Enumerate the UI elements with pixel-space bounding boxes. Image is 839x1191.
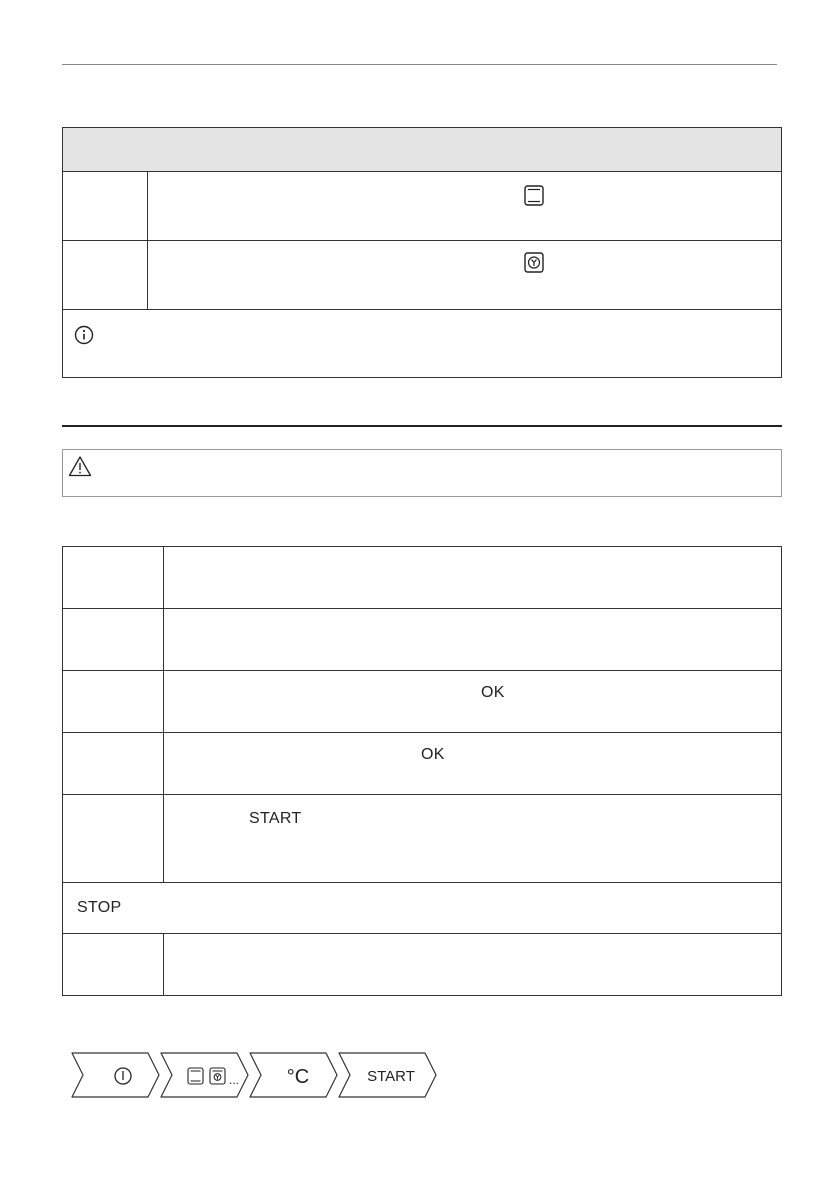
table-header-cell	[63, 128, 782, 172]
heating-functions-table	[62, 127, 782, 378]
step-number-cell	[63, 795, 164, 883]
table-row	[63, 547, 782, 609]
note-row	[63, 310, 782, 378]
table-row	[63, 671, 782, 733]
flow-step-power	[71, 1052, 161, 1098]
stop-row	[63, 883, 782, 934]
note-cell	[63, 310, 782, 378]
table-header-row	[63, 128, 782, 172]
step-text-cell	[164, 671, 782, 733]
step-text-cell	[164, 733, 782, 795]
step-text-cell	[164, 547, 782, 609]
step-text-cell	[164, 795, 782, 883]
warning-box	[62, 449, 782, 497]
flow-step-start	[338, 1052, 438, 1098]
step-number-cell	[63, 733, 164, 795]
table-row	[63, 934, 782, 996]
table-row	[63, 241, 782, 310]
flow-step-temperature	[249, 1052, 339, 1098]
ok-key-label: OK	[421, 746, 445, 763]
step-number-cell	[63, 547, 164, 609]
table-row	[63, 172, 782, 241]
stop-key-label: STOP	[77, 899, 122, 916]
step-number-cell	[63, 609, 164, 671]
start-key-label: START	[249, 810, 302, 827]
stop-cell	[63, 883, 782, 934]
table-row	[63, 795, 782, 883]
info-icon	[74, 325, 94, 345]
table-cell-number	[63, 172, 148, 241]
table-cell-content	[148, 241, 782, 310]
flow-step-functions	[160, 1052, 250, 1098]
ellipsis-label: ...	[229, 1073, 240, 1087]
table-row	[63, 609, 782, 671]
ok-key-label: OK	[481, 684, 505, 701]
section-divider	[62, 425, 782, 427]
step-number-cell	[63, 671, 164, 733]
step-text-cell	[164, 609, 782, 671]
header-rule	[62, 64, 777, 65]
table-cell-content	[148, 172, 782, 241]
fan-heating-icon	[524, 252, 544, 273]
start-label: START	[367, 1068, 415, 1085]
step-number-cell	[63, 934, 164, 996]
conventional-cooking-icon	[524, 185, 544, 206]
table-cell-number	[63, 241, 148, 310]
steps-table	[62, 546, 782, 996]
warning-triangle-icon	[68, 455, 92, 477]
temperature-unit-label: °C	[286, 1066, 310, 1088]
step-text-cell	[164, 934, 782, 996]
